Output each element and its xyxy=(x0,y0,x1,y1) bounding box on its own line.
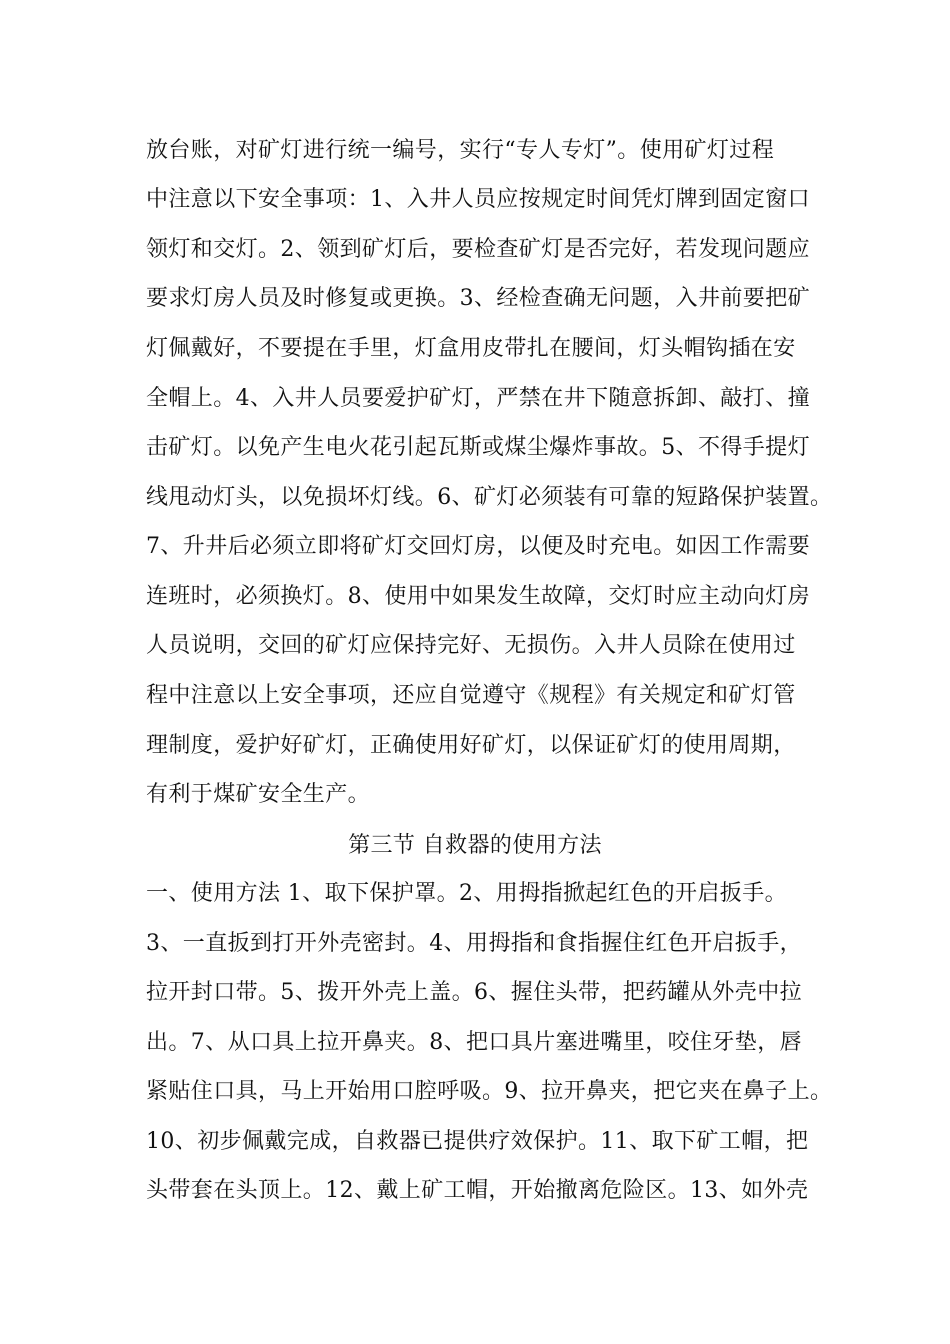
body-text-line: 要求灯房人员及时修复或更换。3、经检查确无问题，入井前要把矿 xyxy=(146,286,810,311)
body-text-line: 拉开封口带。5、拨开外壳上盖。6、握住头带，把药罐从外壳中拉 xyxy=(146,980,802,1005)
section-heading: 第三节 自救器的使用方法 xyxy=(348,833,602,858)
body-text-line: 有利于煤矿安全生产。 xyxy=(146,782,371,807)
body-text-line: 放台账，对矿灯进行统一编号，实行“专人专灯”。使用矿灯过程 xyxy=(146,138,775,163)
body-text-line: 中注意以下安全事项：1、入井人员应按规定时间凭灯牌到固定窗口 xyxy=(146,187,810,212)
body-text-line: 击矿灯。以免产生电火花引起瓦斯或煤尘爆炸事故。5、不得手提灯 xyxy=(146,435,810,460)
body-text-line: 一、使用方法 1、取下保护罩。2、用拇指掀起红色的开启扳手。 xyxy=(146,881,787,906)
body-text-line: 灯佩戴好，不要提在手里，灯盒用皮带扎在腰间，灯头帽钩插在安 xyxy=(146,336,796,361)
body-text-line: 全帽上。4、入井人员要爱护矿灯，严禁在井下随意拆卸、敲打、撞 xyxy=(146,386,810,411)
body-text-line: 3、一直扳到打开外壳密封。4、用拇指和食指握住红色开启扳手， xyxy=(146,931,802,956)
body-text-line: 紧贴住口具，马上开始用口腔呼吸。9、拉开鼻夹，把它夹在鼻子上。 xyxy=(146,1079,833,1104)
body-text-line: 人员说明，交回的矿灯应保持完好、无损伤。入井人员除在使用过 xyxy=(146,633,796,658)
body-text-line: 线甩动灯头，以免损坏灯线。6、矿灯必须装有可靠的短路保护装置。 xyxy=(146,485,833,510)
body-text-line: 头带套在头顶上。12、戴上矿工帽，开始撤离危险区。13、如外壳 xyxy=(146,1178,809,1203)
body-text-line: 领灯和交灯。2、领到矿灯后，要检查矿灯是否完好，若发现问题应 xyxy=(146,237,810,262)
body-text-line: 连班时，必须换灯。8、使用中如果发生故障，交灯时应主动向灯房 xyxy=(146,584,810,609)
body-text-line: 出。7、从口具上拉开鼻夹。8、把口具片塞进嘴里，咬住牙垫，唇 xyxy=(146,1030,802,1055)
body-text-line: 程中注意以上安全事项，还应自觉遵守《规程》有关规定和矿灯管 xyxy=(146,683,796,708)
body-text-line: 理制度，爱护好矿灯，正确使用好矿灯，以保证矿灯的使用周期， xyxy=(146,733,796,758)
body-text-line: 10、初步佩戴完成，自救器已提供疗效保护。11、取下矿工帽，把 xyxy=(146,1129,809,1154)
body-text-line: 7、升井后必须立即将矿灯交回灯房，以便及时充电。如因工作需要 xyxy=(146,534,810,559)
